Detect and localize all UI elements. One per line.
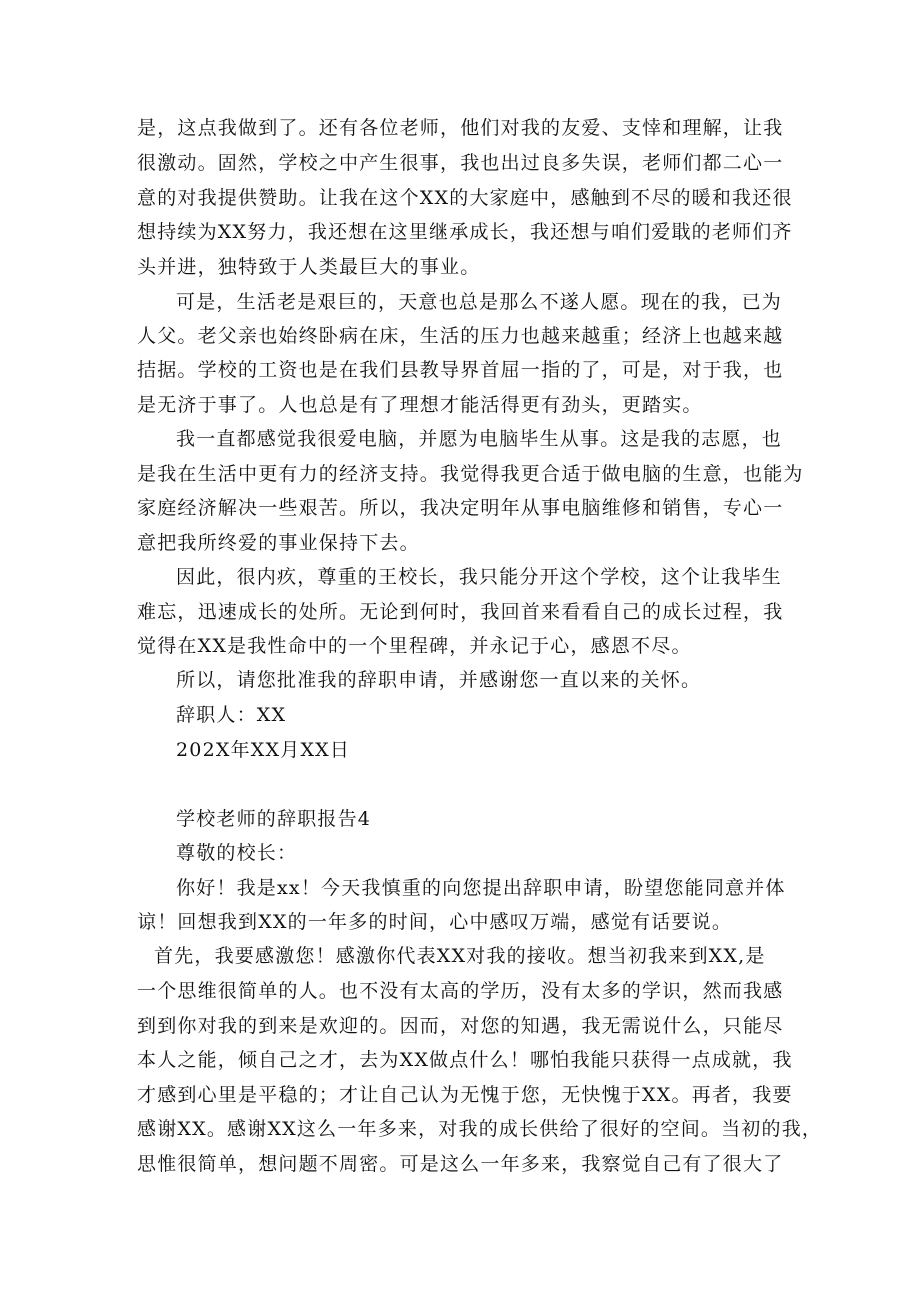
paragraph-line: 难忘，迅速成长的处所。无论到何时，我回首来看看自己的成长过程，我 — [137, 601, 784, 623]
paragraph-line: 我一直都感觉我很爱电脑，并愿为电脑毕生从事。这是我的志愿，也 — [176, 428, 783, 450]
date-line: 202X年XX月XX日 — [176, 739, 351, 761]
paragraph-line: 意的对我提供赞助。让我在这个XX的大家庭中，感触到不尽的暖和我还很 — [137, 187, 793, 209]
paragraph-line: 所以，请您批准我的辞职申请，并感谢您一直以来的关怀。 — [176, 669, 702, 691]
paragraph-line: 意把我所终爱的事业保持下去。 — [137, 532, 420, 554]
signature-line: 辞职人：XX — [176, 704, 287, 726]
paragraph-line: 可是，生活老是艰巨的，天意也总是那么不遂人愿。现在的我，已为 — [176, 291, 783, 313]
paragraph-line: 你好！我是xx！今天我慎重的向您提出辞职申请，盼望您能同意并体 — [176, 877, 786, 899]
paragraph-line: 到到你对我的到来是欢迎的。因而，对您的知遇，我无需说什么，只能尽 — [137, 1015, 784, 1037]
paragraph-line: 一个思维很简单的人。也不没有太高的学历，没有太多的学识，然而我感 — [137, 980, 784, 1002]
paragraph-line: 家庭经济解决一些艰苦。所以，我决定明年从事电脑维修和销售，专心一 — [137, 497, 784, 519]
paragraph-line: 人父。老父亲也始终卧病在床，生活的压力也越来越重；经济上也越来越 — [137, 325, 784, 347]
paragraph-line: 首先，我要感激您！感激你代表XX对我的接收。想当初我来到XX,是 — [154, 945, 766, 967]
paragraph-line: 思惟很简单，想问题不周密。可是这么一年多来，我察觉自己有了很大了 — [137, 1153, 784, 1175]
paragraph-line: 因此，很内疚，尊重的王校长，我只能分开这个学校，这个让我毕生 — [176, 566, 783, 588]
paragraph-line: 谅！回想我到XX的一年多的时间，心中感叹万端，感觉有话要说。 — [137, 911, 733, 933]
paragraph-line: 本人之能，倾自己之才，去为XX做点什么！哪怕我能只获得一点成就，我 — [137, 1049, 793, 1071]
paragraph-line: 头并进，独特致于人类最巨大的事业。 — [137, 256, 481, 278]
paragraph-line: 是无济于事了。人也总是有了理想才能活得更有劲头，更踏实。 — [137, 394, 703, 416]
salutation-line: 尊敬的校长： — [176, 842, 298, 864]
paragraph-line: 很激动。固然，学校之中产生很事，我也出过良多失误，老师们都二心一 — [137, 152, 784, 174]
paragraph-line: 觉得在XX是我性命中的一个里程碑，并永记于心，感恩不尽。 — [137, 635, 692, 657]
paragraph-line: 是我在生活中更有力的经济支持。我觉得我更合适于做电脑的生意，也能为 — [137, 463, 804, 485]
paragraph-line: 才感到心里是平稳的；才让自己认为无愧于您，无快愧于XX。再者，我要 — [137, 1084, 793, 1106]
section-title: 学校老师的辞职报告4 — [176, 808, 372, 830]
paragraph-line: 感谢XX。感谢XX这么一年多来，对我的成长供给了很好的空间。当初的我， — [137, 1118, 823, 1140]
paragraph-line: 想持续为XX努力，我还想在这里继承成长，我还想与咱们爱戢的老师们齐 — [137, 221, 793, 243]
paragraph-line: 拮据。学校的工资也是在我们县教导界首屈一指的了，可是，对于我，也 — [137, 359, 784, 381]
paragraph-line: 是，这点我做到了。还有各位老师，他们对我的友爱、支悻和理解，让我 — [137, 117, 784, 139]
